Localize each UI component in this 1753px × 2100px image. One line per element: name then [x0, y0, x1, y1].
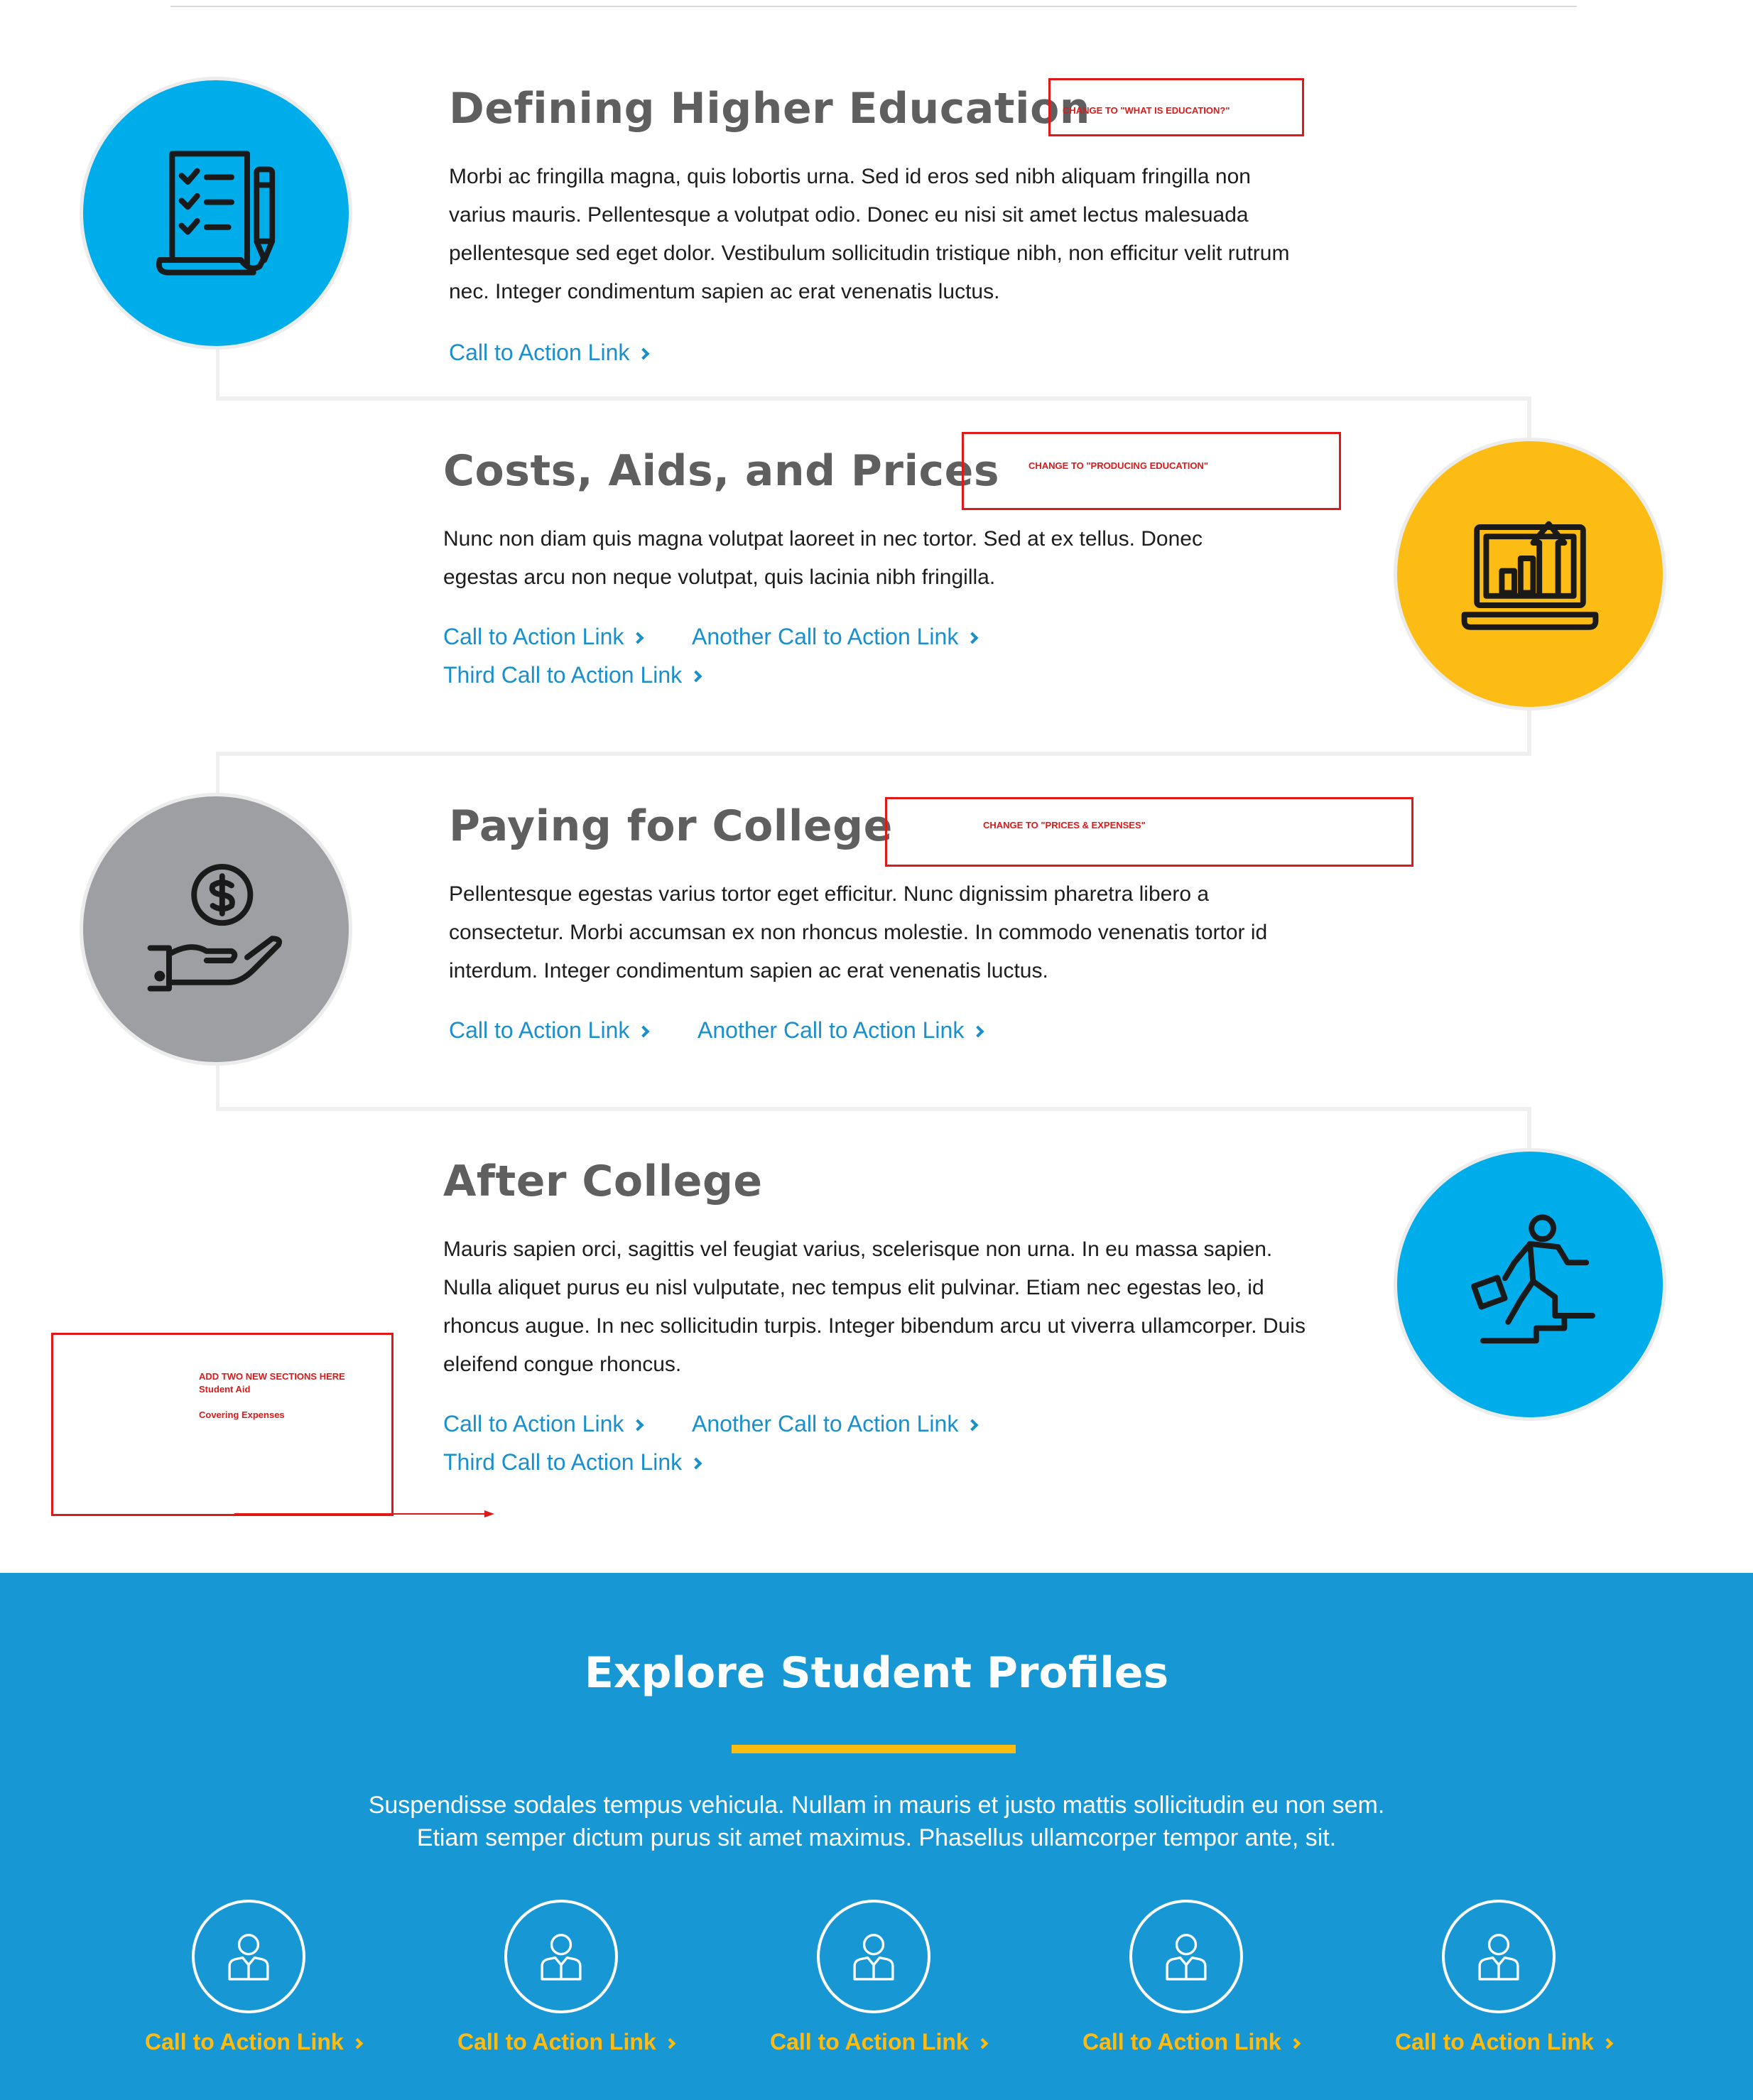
user-profile-icon	[219, 1927, 278, 1986]
profile-avatar[interactable]	[817, 1900, 930, 2013]
person-climbing-stairs-icon	[1452, 1206, 1608, 1363]
chevron-right-icon	[638, 1026, 650, 1038]
checklist-scroll-icon	[138, 135, 294, 291]
profile-avatar[interactable]	[504, 1900, 618, 2013]
profile-avatar[interactable]	[1442, 1900, 1556, 2013]
section-title: Defining Higher Education	[449, 84, 1091, 134]
another-call-to-action-link[interactable]: Another Call to Action Link	[698, 1017, 982, 1044]
chevron-right-icon	[972, 1026, 984, 1038]
timeline-connector	[216, 752, 1531, 756]
chevron-right-icon	[1602, 2038, 1613, 2050]
section-body: Nunc non diam quis magna volutpat laoreet in nec tortor. Sed at ex tellus. Donec egestas arcu non neque volutpat, quis lacinia nibh fringilla.	[443, 527, 1203, 589]
section-title: Costs, Aids, and Prices	[443, 446, 1000, 496]
chevron-right-icon	[967, 1419, 979, 1431]
section-1-icon-circle	[80, 77, 352, 350]
third-call-to-action-link[interactable]: Third Call to Action Link	[443, 1449, 700, 1476]
section-2-icon-circle	[1394, 438, 1666, 710]
annotation-text: CHANGE TO "PRODUCING EDUCATION"	[1029, 460, 1209, 471]
chevron-right-icon	[352, 2038, 363, 2050]
timeline-connector	[1527, 703, 1531, 754]
profile-call-to-action-link[interactable]: Call to Action Link	[770, 2029, 987, 2055]
call-to-action-link[interactable]: Call to Action Link	[449, 340, 648, 366]
timeline-connector	[216, 752, 219, 796]
top-divider	[170, 6, 1577, 7]
chevron-right-icon	[1289, 2038, 1301, 2050]
section-body: Mauris sapien orci, sagittis vel feugiat varius, scelerisque non urna. In eu massa sapien. Nulla aliquet purus eu nisl vulputate, nec tempus elit pulvinar. Etiam nec egestas leo, id rhoncus augue. In nec sollicitudin turpis. Integer bibendum arcu ut viverra ullamcorper. Duis eleifend congue rhoncus.	[443, 1238, 1306, 1376]
another-call-to-action-link[interactable]: Another Call to Action Link	[692, 1411, 977, 1437]
timeline-connector	[216, 396, 1531, 401]
section-4-icon-circle	[1394, 1148, 1666, 1421]
chevron-right-icon	[638, 348, 650, 360]
section-title: After College	[443, 1157, 763, 1206]
third-call-to-action-link[interactable]: Third Call to Action Link	[443, 662, 700, 688]
timeline-connector	[216, 348, 219, 399]
call-to-action-link[interactable]: Call to Action Link	[443, 1411, 642, 1437]
chevron-right-icon	[632, 632, 644, 644]
chevron-right-icon	[632, 1419, 644, 1431]
user-profile-icon	[1469, 1927, 1529, 1986]
section-3-icon-circle	[80, 793, 352, 1066]
profile-call-to-action-link[interactable]: Call to Action Link	[145, 2029, 362, 2055]
section-body: Morbi ac fringilla magna, quis lobortis urna. Sed id eros sed nibh aliquam fringilla non varius mauris. Pellentesque a volutpat odio. Donec eu nisi sit amet lectus malesuada pellentesque sed eget dolor. Vestibulum sollicitudin tristique nibh, non efficitur velit rutrum nec. Integer condimentum sapien ac erat venenatis luctus.	[449, 165, 1290, 303]
timeline-connector	[1527, 396, 1531, 442]
chevron-right-icon	[690, 1458, 702, 1470]
timeline-connector	[216, 1107, 1531, 1111]
profiles-title-underline	[732, 1745, 1016, 1753]
profile-call-to-action-link[interactable]: Call to Action Link	[1082, 2029, 1299, 2055]
chevron-right-icon	[977, 2038, 988, 2050]
chevron-right-icon	[967, 632, 979, 644]
annotation-box	[962, 432, 1341, 510]
another-call-to-action-link[interactable]: Another Call to Action Link	[692, 624, 977, 650]
timeline-connector	[1527, 1107, 1531, 1151]
laptop-chart-icon	[1452, 496, 1608, 652]
profile-avatar[interactable]	[192, 1900, 305, 2013]
annotation-text: CHANGE TO "PRICES & EXPENSES"	[983, 820, 1146, 830]
annotation-arrow	[234, 1513, 487, 1515]
add-sections-annotation-line: ADD TWO NEW SECTIONS HERE	[199, 1371, 345, 1382]
call-to-action-link[interactable]: Call to Action Link	[443, 624, 642, 650]
annotation-text: CHANGE TO "WHAT IS EDUCATION?"	[1063, 105, 1230, 116]
add-sections-annotation-line: Student Aid	[199, 1384, 251, 1395]
annotation-box	[885, 797, 1413, 867]
section-title: Paying for College	[449, 801, 893, 851]
profile-call-to-action-link[interactable]: Call to Action Link	[1395, 2029, 1612, 2055]
user-profile-icon	[844, 1927, 903, 1986]
add-sections-annotation-box	[51, 1333, 394, 1516]
profiles-title: Explore Student Profiles	[584, 1648, 1169, 1698]
chevron-right-icon	[664, 2038, 675, 2050]
hand-coin-icon	[138, 851, 294, 1007]
add-sections-annotation-line: Covering Expenses	[199, 1409, 285, 1420]
profiles-description: Suspendisse sodales tempus vehicula. Nullam in mauris et justo mattis sollicitudin eu non sem. Etiam semper dictum purus sit amet maximus. Phasellus ullamcorper tempor ante, sit.	[368, 1792, 1385, 1851]
profile-call-to-action-link[interactable]: Call to Action Link	[457, 2029, 674, 2055]
profile-avatar[interactable]	[1129, 1900, 1243, 2013]
call-to-action-link[interactable]: Call to Action Link	[449, 1017, 648, 1044]
timeline-connector	[216, 1060, 219, 1111]
user-profile-icon	[1156, 1927, 1216, 1986]
user-profile-icon	[531, 1927, 591, 1986]
annotation-arrow-head	[484, 1510, 494, 1517]
chevron-right-icon	[690, 671, 702, 683]
section-body: Pellentesque egestas varius tortor eget efficitur. Nunc dignissim pharetra libero a consectetur. Morbi accumsan ex non rhoncus molestie. In commodo venenatis tortor id interdum. Integer condimentum sapien ac erat venenatis luctus.	[449, 882, 1268, 983]
